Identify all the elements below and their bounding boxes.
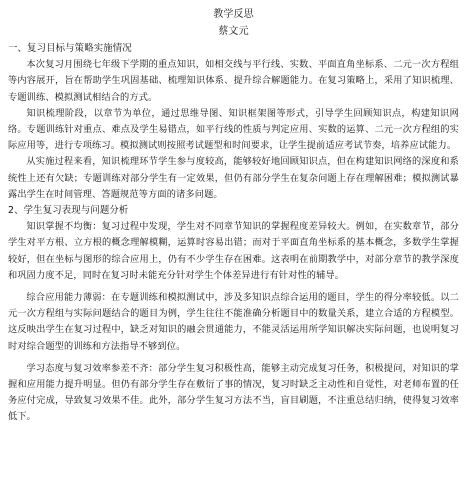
paragraph-implementation: 从实施过程来看，知识梳理环节学生参与度较高，能够较好地回顾知识点，但在构建知识网络的深度和系统性上还有欠缺；专题训练对部分学生有一定效果，但仍有部分学生在复杂问题上存在理解困难；模拟测试暴露出学生在时间管理、答题规范等方面的诸多问题。 [8,156,459,200]
document-author: 蔡文元 [218,26,249,37]
paragraph-attitude-efficiency: 学习态度与复习效率参差不齐：部分学生复习积极性高，能够主动完成复习任务，积极提问，对知识的掌握和应用能力提升明显。但仍有部分学生存在敷衍了事的情况，复习时缺乏主动性和自觉性，对老师布置的任务应付完成，导致复习效果不佳。此外，部分学生复习方法不当，盲目刷题，不注重总结归纳，使得复习效率低下。 [8,362,459,423]
paragraph-weak-application: 综合应用能力薄弱：在专题训练和模拟测试中，涉及多知识点综合运用的题目，学生的得分率较低。以二元一次方程组与实际问题结合的题目为例，学生往往不能准确分析题目中的数量关系，建立合适的方程模型。这反映出学生在复习过程中，缺乏对知识的融会贯通能力，不能灵活运用所学知识解决实际问题，也说明复习时对综合题型的训练和方法指导不够到位。 [8,292,459,352]
section-heading-1: 一、复习目标与策略实施情况 [8,43,132,54]
paragraph-knowledge-sorting: 知识梳理阶段，以章节为单位，通过思维导图、知识框架图等形式，引导学生回顾知识点，构建知识网络。专题训练针对重点、难点及学生易错点，如平行线的性质与判定应用、实数的运算、二元一次方程组的实际应用等，进行专项练习。模拟测试则按照考试题型和时间要求，让学生提前适应考试节奏，培养应试能力。 [8,107,459,152]
paragraph-uneven-mastery: 知识掌握不均衡：复习过程中发现，学生对不同章节知识的掌握程度差异较大。例如，在实数章节，部分学生对平方根、立方根的概念理解模糊，运算时容易出错；而对于平面直角坐标系的基本概念，多数学生掌握较好，但在坐标与图形的综合应用上，仍有不少学生存在困难。这表明在前期教学中，对部分章节的教学深度和巩固力度不足，同时在复习时未能充分针对学生个体差异进行有针对性的辅导。 [8,221,459,281]
paragraph-review-overview: 本次复习月围绕七年级下学期的重点知识，如相交线与平行线、实数、平面直角坐标系、二元一次方程组等内容展开，旨在帮助学生巩固基础、梳理知识体系、提升综合解题能力。在复习策略上，采用了知识梳理、专题训练、模拟测试相结合的方式。 [8,59,459,103]
section-heading-2: 2、学生复习表现与问题分析 [8,205,129,217]
document-title: 教学反思 [213,9,254,20]
